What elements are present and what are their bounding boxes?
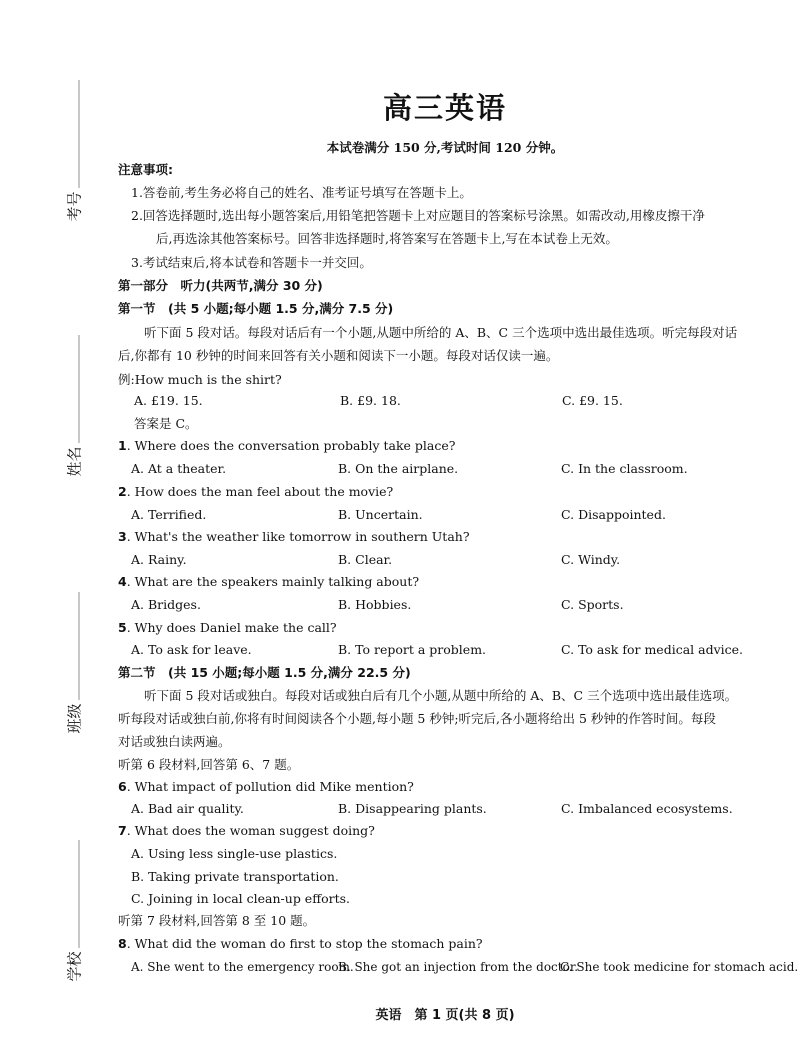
option-c: C. She took medicine for stomach acid. xyxy=(560,960,799,974)
option-a: A. Bad air quality. xyxy=(131,801,244,816)
page-title: 高三英语 xyxy=(382,91,507,125)
question-text: . What are the speakers mainly talking about? xyxy=(126,574,420,589)
question-text: . How does the man feel about the movie? xyxy=(126,484,394,499)
option-c: C. Sports. xyxy=(561,597,624,612)
section2-intro: 对话或独白读两遍。 xyxy=(118,734,231,749)
question-number: 1 xyxy=(118,438,127,453)
question-number: 3 xyxy=(118,529,127,544)
exam-info: 本试卷满分 150 分,考试时间 120 分钟。 xyxy=(326,140,564,155)
section2-intro: 听每段对话或独白前,你将有时间阅读各个小题,每小题 5 秒钟;听完后,各小题将给出 5 秒钟的作答时间。每段 xyxy=(118,711,716,726)
name-field xyxy=(64,335,84,480)
question-text: . What's the weather like tomorrow in southern Utah? xyxy=(126,529,470,544)
part1-heading: 第一部分 听力(共两节,满分 30 分) xyxy=(118,278,323,293)
option-c: C. Imbalanced ecosystems. xyxy=(561,801,733,816)
section1-intro: 后,你都有 10 秒钟的时间来回答有关小题和阅读下一小题。每段对话仅读一遍。 xyxy=(118,348,559,363)
question-text: . What did the woman do first to stop the stomach pain? xyxy=(126,936,483,951)
option-b: B. She got an injection from the doctor. xyxy=(338,960,579,974)
notice-item: 2.回答选择题时,选出每小题答案后,用铅笔把答题卡上对应题目的答案标号涂黑。如需改动,用橡皮擦干净 xyxy=(131,208,705,223)
option-a: A. Using less single-use plastics. xyxy=(131,846,338,861)
option-a: A. Rainy. xyxy=(131,552,187,567)
example-question: 例:How much is the shirt? xyxy=(118,372,282,387)
notice-item: 1.答卷前,考生务必将自己的姓名、准考证号填写在答题卡上。 xyxy=(131,185,472,200)
page-footer: 英语 第 1 页(共 8 页) xyxy=(375,1008,515,1023)
class-line xyxy=(78,592,80,700)
exam-number-label: 考号 xyxy=(65,191,84,222)
class-label: 班级 xyxy=(65,703,84,734)
option-c: C. Windy. xyxy=(561,552,621,567)
option-c: C. To ask for medical advice. xyxy=(561,642,744,657)
question-number: 4 xyxy=(118,574,127,589)
section2-intro: 听下面 5 段对话或独白。每段对话或独白后有几个小题,从题中所给的 A、B、C 三个选项中选出最佳选项。 xyxy=(144,688,738,703)
class-field xyxy=(64,592,84,737)
school-label: 学校 xyxy=(65,951,84,982)
school-line xyxy=(78,840,80,948)
question-text: . Where does the conversation probably take place? xyxy=(126,438,456,453)
option-a: A. To ask for leave. xyxy=(131,642,252,657)
section2-heading: 第二节 (共 15 小题;每小题 1.5 分,满分 22.5 分) xyxy=(118,665,411,680)
option-b: B. Disappearing plants. xyxy=(338,801,487,816)
notice-item: 3.考试结束后,将本试卷和答题卡一并交回。 xyxy=(131,255,372,270)
option-b: B. Hobbies. xyxy=(338,597,412,612)
name-label: 姓名 xyxy=(65,446,84,477)
name-line xyxy=(78,335,80,443)
material-6-instruction: 听第 6 段材料,回答第 6、7 题。 xyxy=(118,757,300,772)
option-c: C. Joining in local clean-up efforts. xyxy=(131,891,350,906)
example-answer: 答案是 C。 xyxy=(134,416,198,431)
question-text: . What impact of pollution did Mike mention? xyxy=(126,779,414,794)
option-c: C. Disappointed. xyxy=(561,507,666,522)
option-a: A. Terrified. xyxy=(131,507,207,522)
option-c: C. In the classroom. xyxy=(561,461,688,476)
option-b: B. On the airplane. xyxy=(338,461,459,476)
question-text: . What does the woman suggest doing? xyxy=(126,823,375,838)
question-number: 2 xyxy=(118,484,127,499)
option-b: B. To report a problem. xyxy=(338,642,487,657)
question-number: 7 xyxy=(118,823,127,838)
notice-heading: 注意事项: xyxy=(118,162,173,177)
option: A. £19. 15. xyxy=(134,393,203,408)
school-field xyxy=(64,840,84,985)
notice-item-cont: 后,再选涂其他答案标号。回答非选择题时,将答案写在答题卡上,写在本试卷上无效。 xyxy=(156,231,618,246)
option: B. £9. 18. xyxy=(340,393,401,408)
question-text: . Why does Daniel make the call? xyxy=(126,620,337,635)
question-number: 8 xyxy=(118,936,127,951)
section1-intro: 听下面 5 段对话。每段对话后有一个小题,从题中所给的 A、B、C 三个选项中选出最佳选项。听完每段对话 xyxy=(144,325,738,340)
question-number: 6 xyxy=(118,779,127,794)
question-number: 5 xyxy=(118,620,127,635)
option-b: B. Clear. xyxy=(338,552,393,567)
option-a: A. Bridges. xyxy=(131,597,201,612)
option-a: A. At a theater. xyxy=(131,461,227,476)
section1-heading: 第一节 (共 5 小题;每小题 1.5 分,满分 7.5 分) xyxy=(118,301,394,316)
option-a: A. She went to the emergency room. xyxy=(131,960,354,974)
option-b: B. Taking private transportation. xyxy=(131,869,339,884)
material-7-instruction: 听第 7 段材料,回答第 8 至 10 题。 xyxy=(118,913,316,928)
option: C. £9. 15. xyxy=(562,393,623,408)
option-b: B. Uncertain. xyxy=(338,507,423,522)
